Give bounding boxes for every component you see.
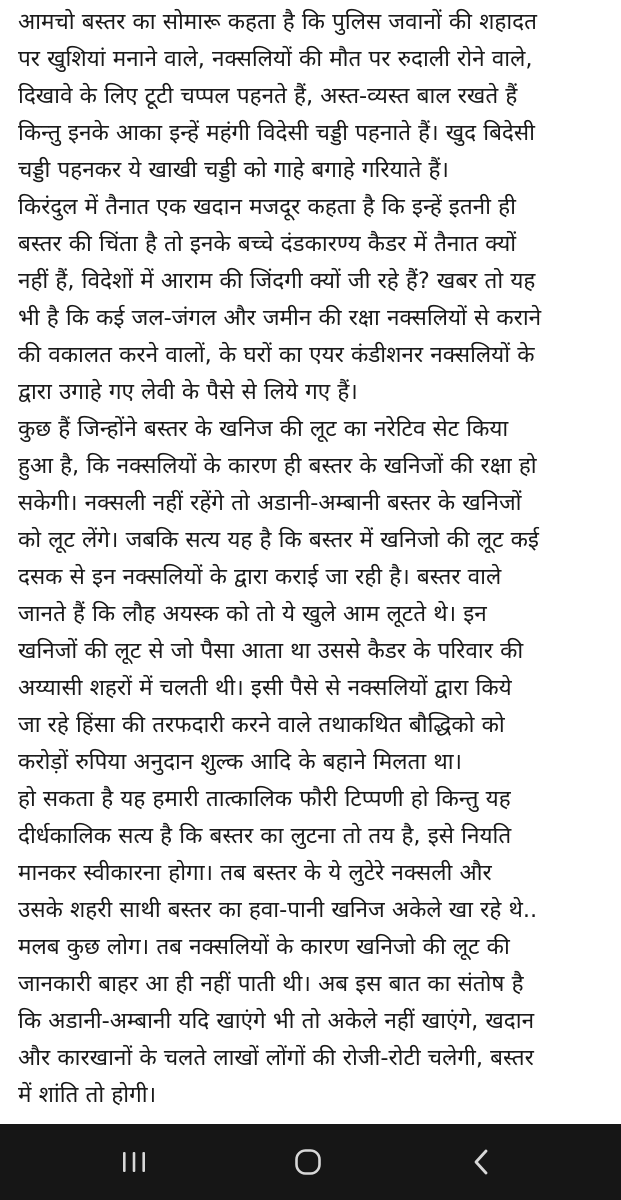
text-line: जा रहे हिंसा की तरफदारी करने वाले तथाकथित बौद्धिको को (18, 712, 505, 738)
text-line: चड्डी पहनकर ये खाखी चड्डी को गाहे बगाहे गरियाते हैं। (18, 157, 449, 183)
text-line: जानते हैं कि लौह अयस्क को तो ये खुले आम लूटते थे। इन (18, 601, 487, 627)
text-line: और कारखानों के चलते लाखों लोंगों की रोजी-रोटी चलेगी, बस्तर (18, 1045, 534, 1071)
text-line: द्वारा उगाहे गए लेवी के पैसे से लिये गए हैं। (18, 379, 358, 405)
text-line: सकेगी। नक्सली नहीं रहेंगे तो अडानी-अम्बानी बस्तर के खनिजों (18, 490, 522, 516)
text-line: किन्तु इनके आका इन्हें महंगी विदेसी चड्डी पहनाते हैं। खुद बिदेसी (18, 120, 535, 146)
text-line: मलब कुछ लोग। तब नक्सलियों के कारण खनिजो की लूट की (18, 934, 510, 960)
text-line: में शांति तो होगी। (18, 1082, 157, 1108)
text-line: दीर्धकालिक सत्य है कि बस्तर का लुटना तो तय है, इसे नियति (18, 823, 512, 849)
text-line: पर खुशियां मनाने वाले, नक्सलियों की मौत पर रुदाली रोने वाले, (18, 46, 533, 72)
recent-apps-icon (118, 1149, 150, 1175)
back-icon (466, 1147, 498, 1177)
text-line: हुआ है, कि नक्सलियों के कारण ही बस्तर के खनिजों की रक्षा हो (18, 453, 537, 479)
system-navigation-bar (0, 1124, 621, 1200)
text-line: भी है कि कई जल-जंगल और जमीन की रक्षा नक्सलियों से कराने (18, 305, 542, 331)
text-line: किरंदुल में तैनात एक खदान मजदूर कहता है कि इन्हें इतनी ही (18, 194, 516, 220)
text-line: कुछ हैं जिन्होंने बस्तर के खनिज की लूट का नरेटिव सेट किया (18, 416, 509, 442)
text-line: हो सकता है यह हमारी तात्कालिक फौरी टिप्पणी हो किन्तु यह (18, 786, 511, 812)
text-line: दिखावे के लिए टूटी चप्पल पहनते हैं, अस्त-व्यस्त बाल रखते हैं (18, 83, 518, 109)
text-line: आमचो बस्तर का सोमारू कहता है कि पुलिस जवानों की शहादत (18, 9, 537, 35)
text-line: नहीं हैं, विदेशों में आराम की जिंदगी क्यों जी रहे हैं? खबर तो यह (18, 268, 536, 294)
back-button[interactable] (452, 1138, 512, 1186)
recent-apps-button[interactable] (104, 1138, 164, 1186)
text-line: दसक से इन नक्सलियों के द्वारा कराई जा रही है। बस्तर वाले (18, 564, 502, 590)
home-icon (292, 1147, 324, 1177)
text-line: उसके शहरी साथी बस्तर का हवा-पानी खनिज अकेले खा रहे थे.. (18, 897, 538, 923)
home-button[interactable] (278, 1138, 338, 1186)
text-line: मानकर स्वीकारना होगा। तब बस्तर के ये लुटेरे नक्सली और (18, 860, 492, 886)
text-line: करोड़ों रुपिया अनुदान शुल्क आदि के बहाने मिलता था। (18, 749, 463, 775)
text-line: खनिजों की लूट से जो पैसा आता था उससे कैडर के परिवार की (18, 638, 524, 664)
text-line: की वकालत करने वालों, के घरों का एयर कंडीशनर नक्सलियों के (18, 342, 535, 368)
text-line: अय्यासी शहरों में चलती थी। इसी पैसे से नक्सलियों द्वारा किये (18, 675, 512, 701)
text-line: जानकारी बाहर आ ही नहीं पाती थी। अब इस बात का संतोष है (18, 971, 524, 997)
text-line: कि अडानी-अम्बानी यदि खाएंगे भी तो अकेले नहीं खाएंगे, खदान (18, 1008, 535, 1034)
text-line: बस्तर की चिंता है तो इनके बच्चे दंडकारण्य कैडर में तैनात क्यों (18, 231, 517, 257)
text-line: को लूट लेंगे। जबकि सत्य यह है कि बस्तर में खनिजो की लूट कई (18, 527, 539, 553)
